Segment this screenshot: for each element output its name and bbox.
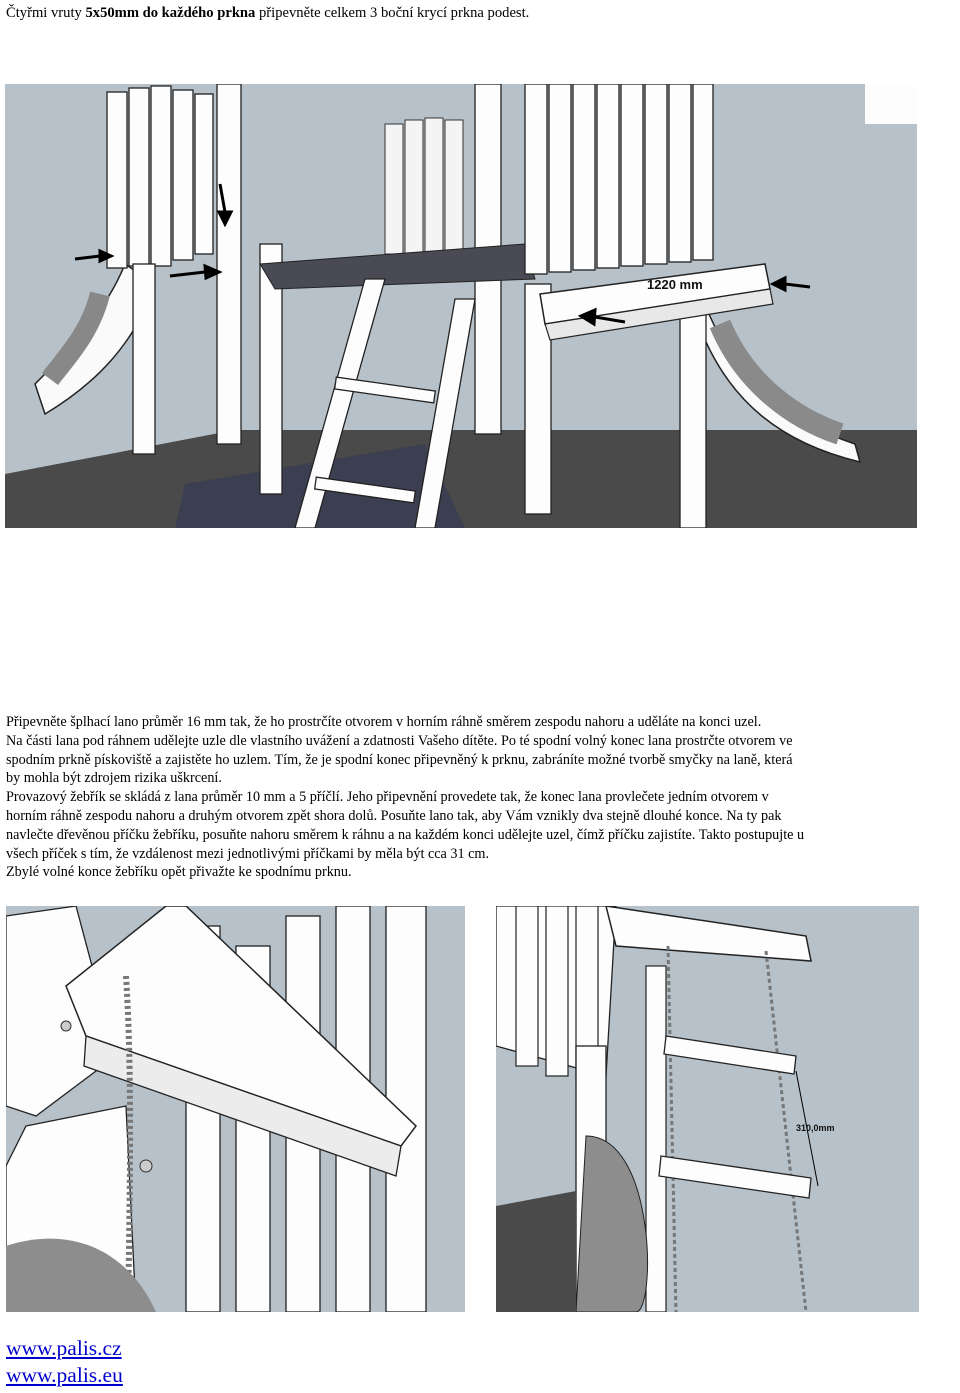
- figure-rope-ladder: [496, 906, 919, 1312]
- instruction-line: by mohla být zdrojem rizika uškrcení.: [6, 770, 222, 787]
- instruction-line: Provazový žebřík se skládá z lana průměr 10 mm a 5 příčlí. Jeho připevnění provedete tak, že konec lana provlečete jedním otvorem v: [6, 789, 769, 806]
- intro-prefix: Čtyřmi vruty: [6, 5, 86, 21]
- instruction-line: Na části lana pod ráhnem udělejte uzle dle vlastního uvážení a zdatnosti Vašeho dítěte. Po té spodní volný konec lana prostrčte otvorem ve: [6, 732, 793, 749]
- instruction-line: navlečte dřevěnou příčku žebříku, posuňte nahoru směrem k ráhnu a na každém konci udělejte uzel, čímž příčku zajistíte. Takto postupujte u: [6, 826, 805, 843]
- dimension-label-1220: 1220 mm: [647, 277, 703, 292]
- instruction-line: horním ráhně zespodu nahoru a druhým otvorem zpět shora dolů. Posuňte lano tak, aby Vám vznikly dva stejně dlouhé konce. Na ty pak: [6, 807, 782, 824]
- instruction-line: Připevněte šplhací lano průměr 16 mm tak, že ho prostrčíte otvorem v horním ráhně směrem zespodu nahoru a uděláte na konci uzel.: [6, 714, 762, 730]
- instruction-line: všech příček s tím, že vzdálenost mezi jednotlivými příčkami by měla být cca 31 cm.: [6, 845, 490, 862]
- figure-side-boards: [5, 84, 917, 528]
- intro-text: [6, 4, 529, 22]
- instructions-paragraph: [6, 713, 946, 882]
- dimension-label-310: 310,0mm: [796, 1123, 835, 1133]
- instruction-line: spodním prkně pískoviště a zajistěte ho uzlem. Tím, že je spodní konec připevněný k prknu, zabráníte možné tvorbě smyčky na laně, která: [6, 751, 793, 768]
- figure-climbing-rope: [6, 906, 465, 1312]
- instruction-line: Zbylé volné konce žebříku opět přivažte ke spodnímu prknu.: [6, 864, 352, 881]
- website-link-cz[interactable]: www.palis.cz: [6, 1336, 122, 1360]
- intro-screw-spec: 5x50mm do každého prkna: [85, 5, 256, 21]
- website-link-eu[interactable]: www.palis.eu: [6, 1363, 123, 1387]
- intro-suffix: připevněte celkem 3 boční krycí prkna podest.: [255, 5, 530, 21]
